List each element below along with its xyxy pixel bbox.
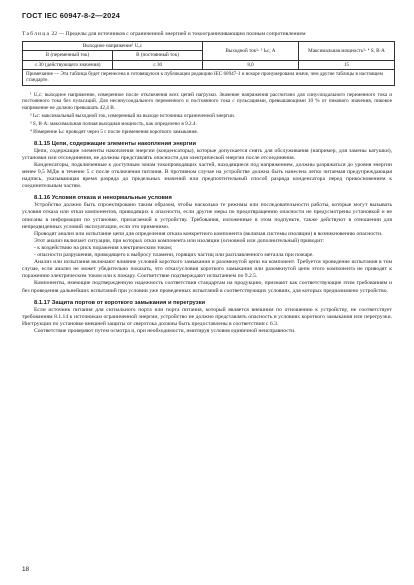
paragraph: Соответствие проверяют путем осмотра и, при необходимости, имитируя условия единичной неисправности. xyxy=(34,327,296,334)
section-heading: 8.1.15 Цепи, содержащие элементы накопления энергии xyxy=(34,140,197,147)
section-heading: 8.1.17 Защита портов от короткого замыкания и перегрузки xyxy=(34,299,206,306)
footnote: ² Iₖc: максимальный выходной ток, измеренный на выходе источника ограниченной энергии. xyxy=(30,112,236,119)
paragraph: Устройство должно быть спроектировано таким образом, чтобы насколько те режимы или последовательности работы, которые могут вызывать условия отказа или отказ компонентов, приводящих к опасности, если другие меры по предотвращению опасности не предусмотрены установкой и не описаны в информации по установке, прилагаемой к устройству. Требования, изложенные в этом подпункте, также действуют в отношении для непредвиденных условий эксплуатации, если это применимо. xyxy=(22,202,392,230)
section-heading: 8.1.16 Условия отказа и ненормальные условия xyxy=(34,195,172,202)
table-caption xyxy=(22,31,392,38)
list-item: - к воздействию на риск поражения электрическим током; xyxy=(34,244,173,251)
footnote: ³ S, В·А: максимальная полная выходная мощность, как определено в 9.2.4. xyxy=(30,120,197,127)
table-footnotes xyxy=(22,92,392,136)
table-caption-text: 22 — Пределы для источников с ограниченной энергией и токоограничивающим полным сопротивлением xyxy=(51,31,306,38)
table-head-dc: В (постоянный ток) xyxy=(113,51,203,60)
paragraph: Конденсаторы, подключенные к доступным зонам токопроводящих частей, находящиеся под напряжением, должны разряжаться до уровня энергии менее 0,5 МДж в течение 5 с после отключения питания. В противном случае на устройстве должна быть нанесена легко читаемая предупреждающая надпись, указывающая время разряда до предельных значений или предпочтительный способ разряда конденсатора перед прикосновением к соединительным частям. xyxy=(22,161,392,190)
table-head-power: Максимальная мощность³˞ ⁴ S, В·А xyxy=(299,42,395,61)
page-number: 18 xyxy=(22,566,30,573)
table-cell: 8,0 xyxy=(203,60,299,69)
document-body xyxy=(22,141,392,335)
paragraph: Цепи, содержащие элементы накопления энергии (конденсаторы), которые допускается снять для обслуживания (например, для замены катушки), установки или отсоединения, не должны представлять опасности для электрической энергии после отсоединения. xyxy=(22,147,392,161)
table-head-voltage: Выходное напряжение¹ Uₒc xyxy=(23,42,203,51)
footnote: ⁴ Измерение Iₖc проводят через 5 с после применения короткого замыкания. xyxy=(30,129,198,136)
paragraph: Анализ или испытания включают влияние условий короткого замыкания и разомкнутой цепи на компонент. Требуется проведение испытания в том случае, если анализ не может убедительно показать, что отказ/условия короткого замыкания или разомкнутой цепи этого компонента не приводят к поражению электрическим током или к пожару. Соответствие подтверждают испытанием по 9.2.5. xyxy=(22,259,392,280)
list-item: - опасности разрушения, приводящего к выбросу пламени, горящих частиц или расплавленного металла при пожаре. xyxy=(34,252,314,259)
footnote: ¹ Uₒc: выходное напряжение, измеренное после отключения всех цепей нагрузки. Значение напряжения рассчитано для синусоидального переменного тока и постоянного тока без пульсаций. Для несинусоидального переменного и постоянного тока с пульсациями, превышающими 10 % от пикового значения, пиковое напряжение не должно превышать 42,4 В. xyxy=(22,91,392,111)
table-cell: 15 xyxy=(299,60,395,69)
document-header: ГОСТ IEC 60947-8-2—2024 xyxy=(22,11,121,20)
table-head-current: Выходной ток²˞ ³ Iₖc, А xyxy=(203,42,299,61)
table-head-ac: В (переменный ток) xyxy=(23,51,113,60)
paragraph: Проводят анализ или испытание цепи для определения отказа конкретного компонента (включая системы изоляции) в возникновению опасности. xyxy=(34,230,383,237)
limits-table xyxy=(22,41,395,85)
table-cell: ≤ 30 (действующего значения) xyxy=(23,60,113,69)
table-caption-word: Таблица xyxy=(22,31,51,38)
table-note: Примечание — Эта таблица будет перенесена в готовящуюся к публикации редакцию IEC 60947-1 и вскоре пронумерована иначе, чем другие таблицы в настоящем стандарте. xyxy=(23,69,395,85)
table-cell: ≤ 30 xyxy=(113,60,203,69)
paragraph: Компоненты, имеющие подтвержденную надежность соответствия стандартам на продукцию, признают как соответствующие этим требованиям и без проведения дальнейших испытаний при условии уже проведенных испытаний в соответствующих условиях, для которых предназначено устройство. xyxy=(22,280,392,294)
paragraph: Этот анализ включает ситуации, при которых отказ компонента или изоляции (основной или дополнительный) приводит: xyxy=(34,237,325,244)
paragraph: Если источник питания для сигнального порта или порта питания, который является внешним по отношению к устройству, не соответствует требованиям 8.1.14 к источникам ограниченной энергии, устройство не должно представлять опасность в условиях короткого замыкания или перегрузки. Инструкции по установке внешней защиты от сверхтока должны быть предоставлены в соответствии с 6.3. xyxy=(22,306,392,327)
